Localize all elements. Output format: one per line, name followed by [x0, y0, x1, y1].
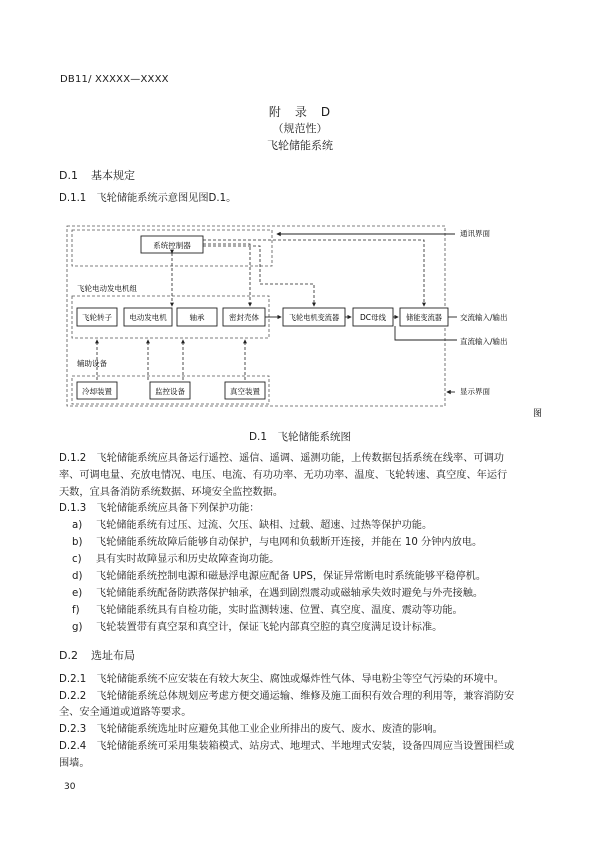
list-marker: c)	[72, 554, 82, 565]
aux-group-label: 辅助设备	[77, 359, 107, 368]
display-interface-label: 显示界面	[460, 387, 490, 396]
rotor-label: 飞轮转子	[82, 313, 112, 322]
list-marker: f)	[72, 605, 80, 616]
clause-d2-4-line2: 围墙。	[59, 758, 90, 769]
list-marker: e)	[72, 588, 83, 599]
cooling-box	[77, 382, 117, 399]
clause-text: 飞轮储能系统选址时应避免其他工业企业所排出的废气、废水、废渣的影响。	[96, 724, 443, 735]
bearing-label: 轴承	[189, 313, 205, 322]
comm-interface-label: 通讯界面	[460, 229, 490, 238]
dc-bus-box	[353, 308, 393, 326]
list-text: 飞轮装置带有真空泵和真空计，保证飞轮内部真空腔的真空度满足设计标准。	[96, 622, 443, 633]
dc-bus-label: DC母线	[359, 313, 387, 322]
clause-text: 飞轮储能系统不应安装在有较大灰尘、腐蚀或爆炸性气体、导电粉尘等空气污染的环境中。	[96, 674, 504, 685]
flywheel-converter-box	[283, 308, 345, 326]
list-item	[72, 601, 463, 616]
appendix-name: 飞轮储能系统	[267, 139, 333, 152]
figure-caption: D.1 飞轮储能系统图	[248, 431, 352, 443]
clause-text: 飞轮储能系统示意图见图D.1。	[96, 193, 237, 204]
clause-d1-2-line1	[59, 450, 541, 468]
list-text: 具有实时故障显示和历史故障查询功能。	[96, 554, 280, 565]
section-title: 选址布局	[91, 649, 135, 662]
vacuum-label: 真空装置	[230, 387, 260, 396]
housing-box	[223, 308, 265, 326]
clause-d1-3	[59, 500, 541, 518]
clause-d2-3	[59, 721, 541, 739]
monitor-box	[150, 382, 190, 399]
clause-d2-2-line1	[59, 688, 541, 706]
controller-label: 系统控制器	[153, 241, 191, 250]
controller-box	[141, 236, 203, 253]
section-number: D.1	[59, 169, 78, 182]
housing-label: 密封壳体	[229, 313, 259, 322]
document-id: DB11/ XXXXX—XXXX	[60, 74, 169, 85]
clause-number: D.1.2	[59, 453, 87, 464]
list-text: 飞轮储能系统配备防跌落保护轴承，在遇到剧烈震动或磁轴承失效时避免与外壳接触。	[96, 588, 484, 599]
list-item	[72, 567, 486, 582]
section-title: 基本规定	[91, 169, 135, 182]
list-text: 飞轮储能系统具有自检功能，实时监测转速、位置、真空度、温度、震动等功能。	[96, 605, 463, 616]
monitor-label: 监控设备	[155, 387, 185, 396]
cooling-label: 冷却装置	[82, 387, 112, 396]
bearing-box	[177, 308, 217, 326]
list-item	[72, 618, 442, 633]
section-heading-d2	[59, 647, 135, 663]
clause-d1-1	[59, 190, 541, 208]
page-number: 30	[64, 782, 76, 792]
clause-text: 飞轮储能系统应具备下列保护功能：	[96, 503, 260, 514]
list-marker: b)	[72, 537, 83, 548]
rotor-box	[77, 308, 117, 326]
clause-number: D.2.4	[59, 741, 87, 752]
vacuum-box	[225, 382, 265, 399]
list-marker: d)	[72, 571, 83, 582]
list-text: 飞轮储能系统有过压、过流、欠压、缺相、过载、超速、过热等保护功能。	[96, 520, 433, 531]
generator-group-label: 飞轮电动发电机组	[77, 284, 137, 293]
list-item	[72, 516, 432, 531]
clause-d2-1	[59, 671, 541, 689]
storage-converter-label: 储能变流器	[406, 313, 442, 322]
list-item	[72, 533, 482, 548]
flywheel-converter-label: 飞轮电机变流器	[288, 313, 340, 322]
clause-number: D.2.2	[59, 691, 87, 702]
list-item	[72, 584, 483, 599]
list-item	[72, 550, 279, 565]
clause-text: 飞轮储能系统总体规划应考虑方便交通运输、维修及施工面积有效合理的利用等，兼容消防安	[96, 691, 515, 702]
clause-number: D.2.1	[59, 674, 87, 685]
appendix-title: 附 录 D	[268, 105, 332, 119]
list-marker: g)	[72, 622, 83, 633]
motor-label: 电动发电机	[129, 313, 167, 322]
storage-converter-box	[400, 308, 448, 326]
clause-number: D.1.3	[59, 503, 87, 514]
clause-d2-2-line2: 全、安全通道或道路等要求。	[59, 707, 192, 718]
appendix-type: （规范性）	[272, 122, 328, 135]
list-text: 飞轮储能系统控制电源和磁悬浮电源应配备 UPS，保证异常断电时系统能够平稳停机。	[96, 571, 487, 582]
clause-d1-2-line3: 天数，宜具备消防系统数据、环境安全监控数据。	[59, 487, 284, 498]
list-text: 飞轮储能系统故障后能够自动保护，与电网和负载断开连接，并能在 10 分钟内放电。	[96, 537, 483, 548]
dc-io-label: 直流输入/输出	[460, 337, 508, 346]
figure-side-label: 图	[533, 409, 543, 419]
list-marker: a)	[72, 520, 83, 531]
figure-d1-diagram	[55, 216, 545, 426]
clause-d1-2-line2: 率、可调电量、充放电情况、电压、电流、有功功率、无功功率、温度、飞轮转速、真空度、年运行	[59, 470, 508, 481]
motor-box	[124, 308, 172, 326]
ac-io-label: 交流输入/输出	[460, 313, 508, 322]
clause-number: D.2.3	[59, 724, 87, 735]
clause-number: D.1.1	[59, 193, 87, 204]
section-number: D.2	[59, 649, 78, 662]
clause-d2-4-line1	[59, 738, 541, 756]
clause-text: 飞轮储能系统应具备运行遥控、遥信、遥调、遥测功能，上传数据包括系统在线率、可调功	[96, 453, 504, 464]
section-heading-d1	[59, 167, 135, 183]
clause-text: 飞轮储能系统可采用集装箱模式、站房式、地埋式、半地埋式安装，设备四周应当设置围栏或	[96, 741, 515, 752]
